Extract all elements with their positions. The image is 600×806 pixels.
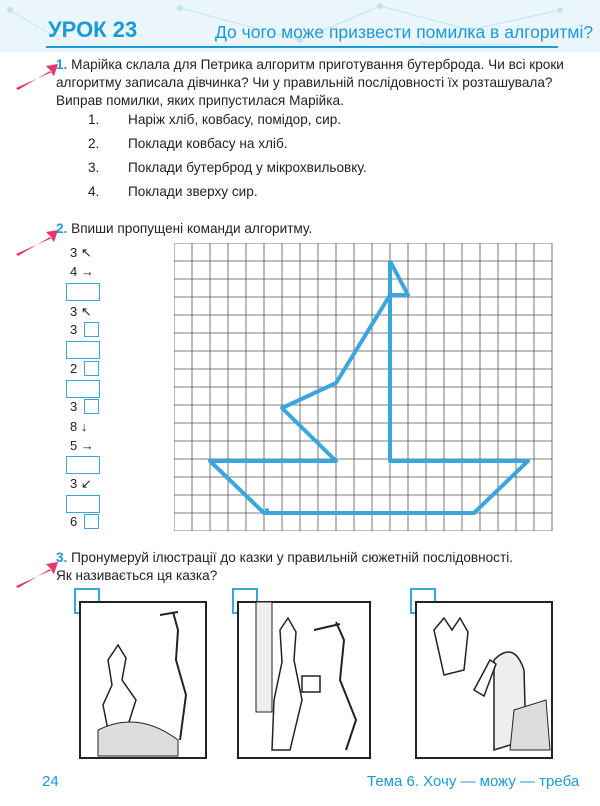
- start-point-marker: [265, 508, 269, 512]
- command-item: 5 →: [70, 438, 94, 453]
- task1-text: [56, 56, 564, 110]
- task3-number: 3.: [56, 550, 68, 565]
- step-item: 2. Поклади ковбасу на хліб.: [88, 136, 288, 151]
- task3-line: Як називається ця казка?: [56, 568, 218, 583]
- footer-theme: Тема 6. Хочу — можу — треба: [367, 773, 580, 790]
- header-rule: [46, 46, 558, 48]
- direction-input-box[interactable]: [84, 322, 99, 337]
- command-item: 3: [70, 399, 77, 415]
- command-item: 8 ↓: [70, 419, 88, 434]
- task1-number: 1.: [56, 57, 68, 72]
- algorithm-grid: [174, 243, 558, 531]
- lesson-subtitle: До чого може призвести помилка в алгоритмі?: [215, 22, 594, 42]
- task3-text: [56, 549, 513, 585]
- task2-number: 2.: [56, 221, 68, 236]
- direction-input-box[interactable]: [84, 399, 99, 414]
- command-input-box[interactable]: [66, 283, 100, 301]
- task2-text: [56, 220, 312, 238]
- illustration-fox-crane-3: [414, 600, 554, 760]
- illustration-fox-crane-1: [78, 600, 208, 760]
- task1-line: алгоритму записала дівчинка? Чи у правильній послідовності їх розташувала?: [56, 75, 553, 90]
- pointer-arrow-icon: [14, 228, 58, 258]
- command-item: 3 ↙: [70, 476, 92, 491]
- step-item: 1. Наріж хліб, ковбасу, помідор, сир.: [88, 112, 342, 127]
- command-item: 4 →: [70, 264, 94, 279]
- command-item: 3 ↖: [70, 304, 92, 319]
- lesson-title: УРОК 23: [48, 17, 138, 42]
- page-number: 24: [42, 773, 59, 790]
- command-input-box[interactable]: [66, 341, 100, 359]
- pointer-arrow-icon: [14, 62, 58, 92]
- direction-input-box[interactable]: [84, 514, 99, 529]
- command-input-box[interactable]: [66, 380, 100, 398]
- illustration-fox-crane-2: [236, 600, 372, 760]
- task1-line: Марійка склала для Петрика алгоритм приготування бутерброда. Чи всі кроки: [71, 57, 564, 72]
- command-item: 3 ↖: [70, 245, 92, 260]
- command-item: 3: [70, 322, 77, 338]
- command-input-box[interactable]: [66, 495, 100, 513]
- task2-instruction: Впиши пропущені команди алгоритму.: [71, 221, 313, 236]
- task3-line: Пронумеруй ілюстрації до казки у правильній сюжетній послідовності.: [71, 550, 513, 565]
- step-item: 3. Поклади бутерброд у мікрохвильовку.: [88, 160, 367, 175]
- command-input-box[interactable]: [66, 456, 100, 474]
- task1-line: Виправ помилки, яких припустилася Марійка.: [56, 93, 344, 108]
- step-item: 4. Поклади зверху сир.: [88, 184, 258, 199]
- command-item: 2: [70, 361, 77, 377]
- pointer-arrow-icon: [14, 560, 58, 590]
- command-item: 6: [70, 514, 77, 530]
- direction-input-box[interactable]: [84, 361, 99, 376]
